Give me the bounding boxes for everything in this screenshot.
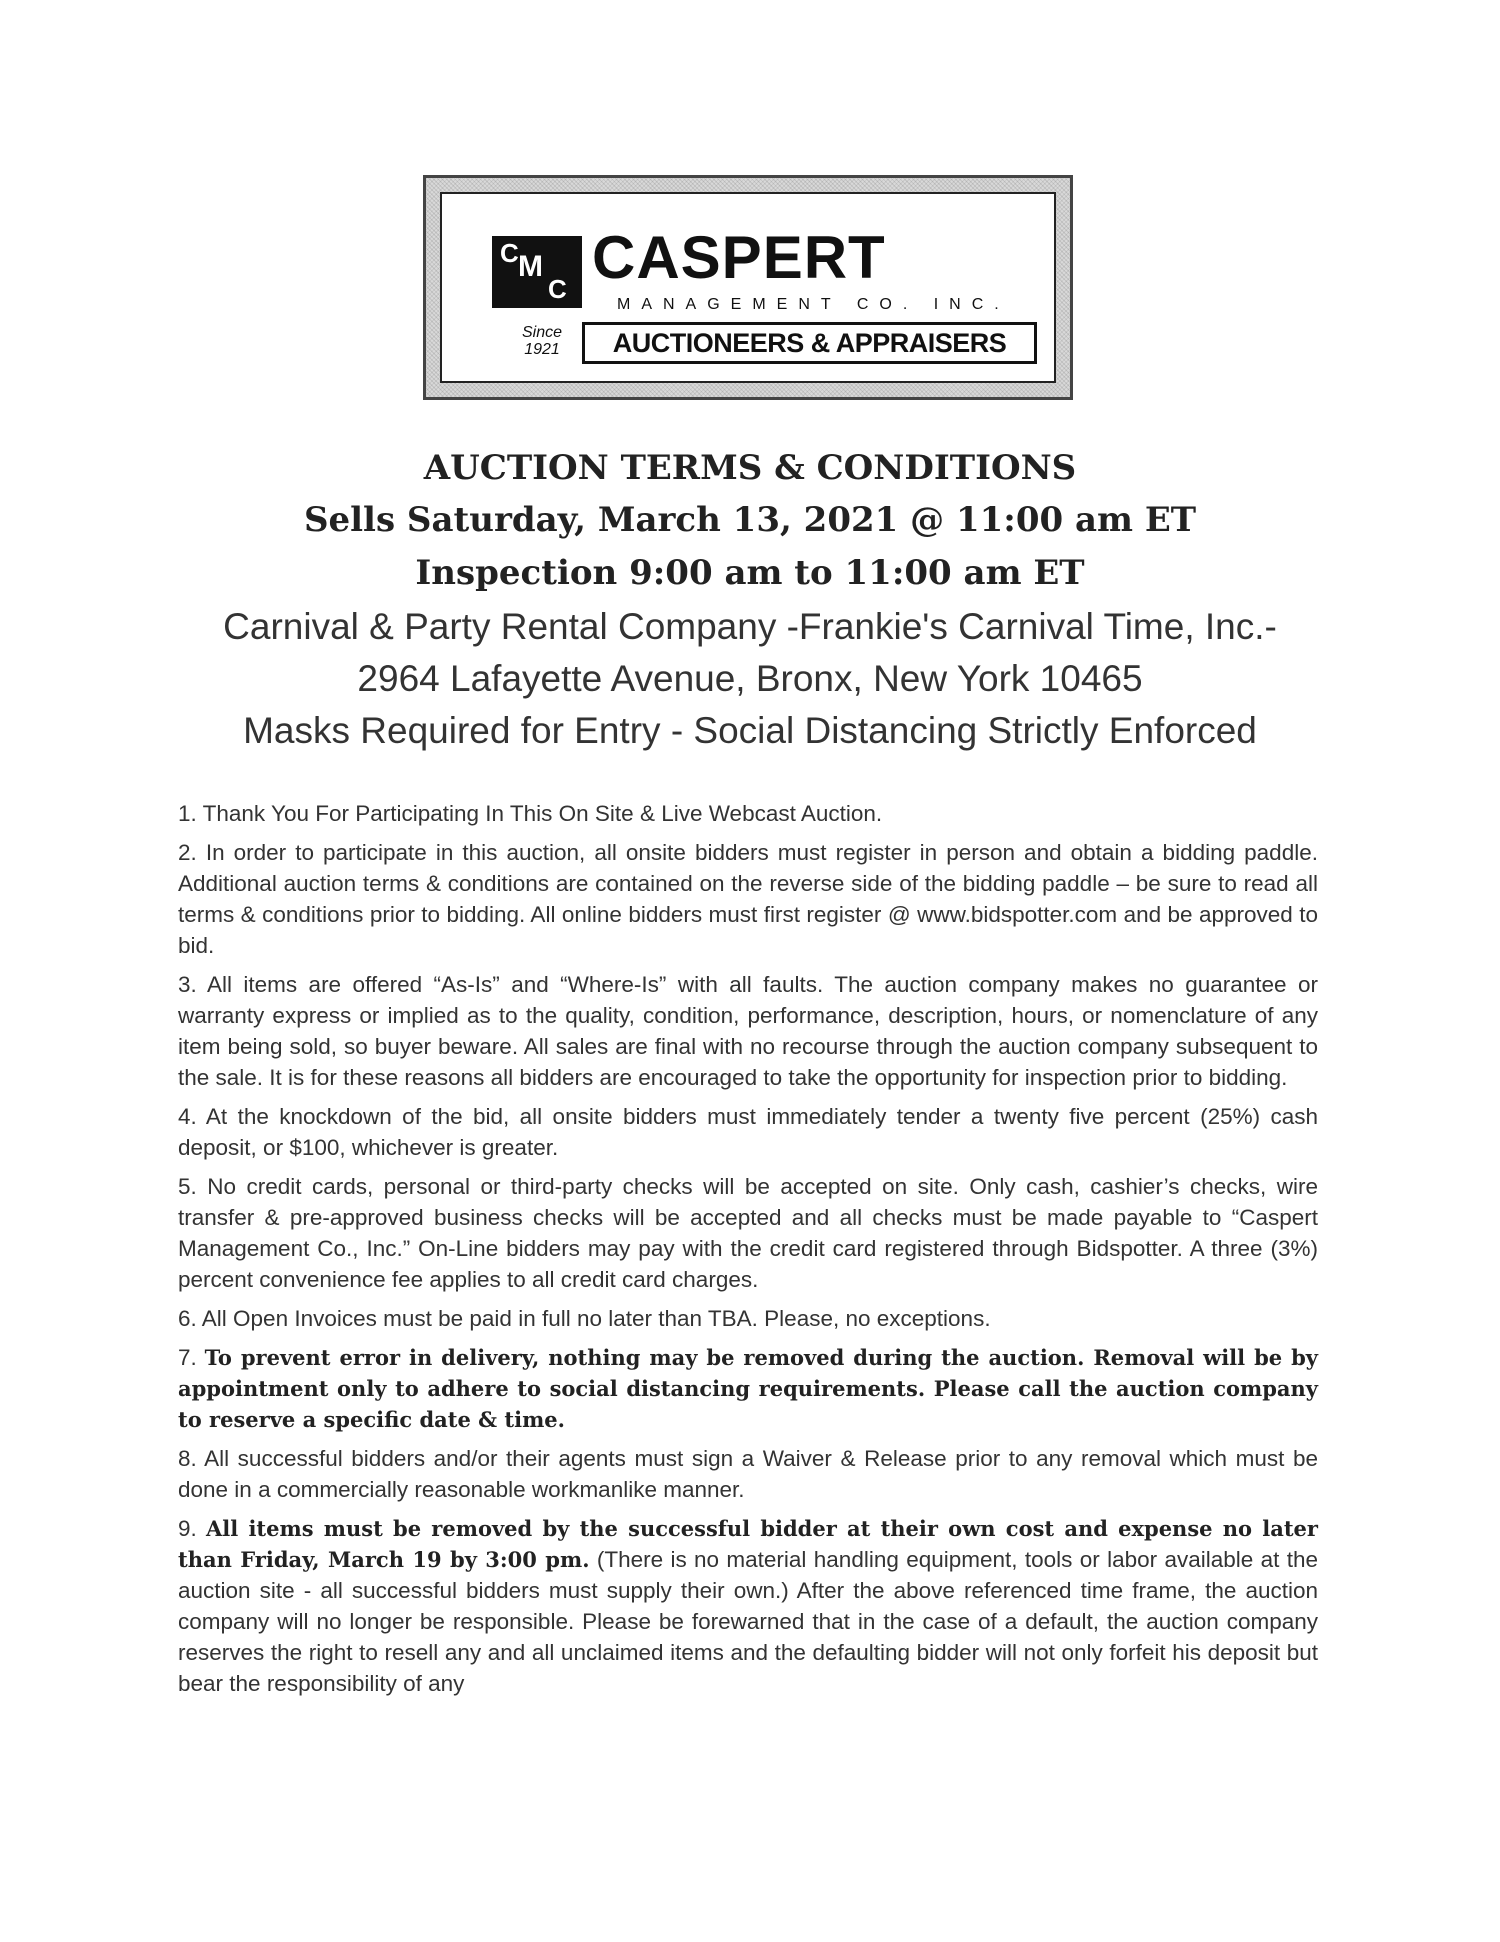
cmc-monogram xyxy=(492,236,582,308)
term-text: At the knockdown of the bid, all onsite bidders must immediately tender a twenty five percent (25%) cash deposit, or $100, whichever is greater. xyxy=(178,1104,1319,1160)
logo-subtitle: MANAGEMENT CO. INC. xyxy=(617,296,1010,313)
term-item-9 xyxy=(178,1513,1318,1699)
term-text: In order to participate in this auction, all onsite bidders must register in person and obtain a bidding paddle. Additional auction terms & conditions are contained on the reverse side of the bidding paddle – be sure to read all terms & conditions prior to bidding. All online bidders must first register @ www.bidspotter.com and be approved to bid. xyxy=(178,840,1318,958)
document-title: AUCTION TERMS & CONDITIONS xyxy=(423,448,1077,488)
term-number: 7. xyxy=(178,1345,197,1370)
term-number: 5. xyxy=(178,1174,197,1199)
logo-inner-panel xyxy=(440,192,1056,383)
logo-company-name: CASPERT xyxy=(592,224,886,291)
term-item-6 xyxy=(178,1303,1318,1334)
term-number: 3. xyxy=(178,972,197,997)
company-line: Carnival & Party Rental Company -Frankie's Carnival Time, Inc.- xyxy=(223,606,1277,647)
term-text: All successful bidders and/or their agents must sign a Waiver & Release prior to any removal which must be done in a commercially reasonable workmanlike manner. xyxy=(178,1446,1318,1502)
term-number: 6. xyxy=(178,1306,197,1331)
term-text: All items are offered “As-Is” and “Where-Is” with all faults. The auction company makes no guarantee or warranty express or implied as to the quality, condition, performance, description, hours, or nomenclature of any item being sold, so buyer beware. All sales are final with no recourse through the auction company subsequent to the sale. It is for these reasons all bidders are encouraged to take the opportunity for inspection prior to bidding. xyxy=(178,972,1318,1090)
sale-date: Sells Saturday, March 13, 2021 @ 11:00 am ET xyxy=(303,500,1197,540)
company-logo xyxy=(423,175,1073,400)
terms-list xyxy=(178,798,1318,1707)
cmc-letter-m: M xyxy=(518,250,543,283)
term-text: (There is no material handling equipment, tools or labor available at the auction site - all successful bidders must supply their own.) After the above referenced time frame, the auction company will no longer be responsible. Please be forewarned that in the case of a default, the auction company reserves the right to resell any and all unclaimed items and the defaulting bidder will not only forfeit his deposit but bear the responsibility of any xyxy=(178,1547,1318,1696)
term-number: 1. xyxy=(178,801,197,826)
term-item-7 xyxy=(178,1342,1318,1435)
term-number: 2. xyxy=(178,840,197,865)
cmc-letter-c1: C xyxy=(500,238,519,268)
address-line: 2964 Lafayette Avenue, Bronx, New York 10465 xyxy=(357,658,1143,699)
logo-since-label: Since xyxy=(521,324,563,341)
term-number: 4. xyxy=(178,1104,197,1129)
term-item-3 xyxy=(178,969,1318,1093)
term-item-8 xyxy=(178,1443,1318,1505)
term-item-1 xyxy=(178,798,1318,829)
cmc-letter-c2: C xyxy=(548,274,567,304)
masks-notice: Masks Required for Entry - Social Distancing Strictly Enforced xyxy=(243,710,1257,751)
logo-since-year: 1921 xyxy=(524,341,560,358)
term-text: No credit cards, personal or third-party checks will be accepted on site. Only cash, cashier’s checks, wire transfer & pre-approved business checks will be accepted and all checks must be made payable to “Caspert Management Co., Inc.” On-Line bidders may pay with the credit card registered through Bidspotter. A three (3%) percent convenience fee applies to all credit card charges. xyxy=(178,1174,1318,1292)
term-number: 8. xyxy=(178,1446,197,1471)
term-text: Thank You For Participating In This On Site & Live Webcast Auction. xyxy=(202,801,883,826)
inspection-time: Inspection 9:00 am to 11:00 am ET xyxy=(415,553,1085,593)
term-number: 9. xyxy=(178,1516,197,1541)
term-item-2 xyxy=(178,837,1318,961)
term-bold-text: All items must be removed by the successful bidder at their own cost and expense no later than Friday, March 19 by 3:00 pm. xyxy=(178,1516,1318,1572)
term-bold-text: To prevent error in delivery, nothing may be removed during the auction. Removal will be by appointment only to adhere to social distancing requirements. Please call the auction company to reserve a specific date & time. xyxy=(178,1345,1318,1432)
logo-tagline: AUCTIONEERS & APPRAISERS xyxy=(582,322,1037,364)
term-item-4 xyxy=(178,1101,1318,1163)
logo-since xyxy=(512,324,572,358)
term-text: All Open Invoices must be paid in full no later than TBA. Please, no exceptions. xyxy=(201,1306,991,1331)
term-item-5 xyxy=(178,1171,1318,1295)
